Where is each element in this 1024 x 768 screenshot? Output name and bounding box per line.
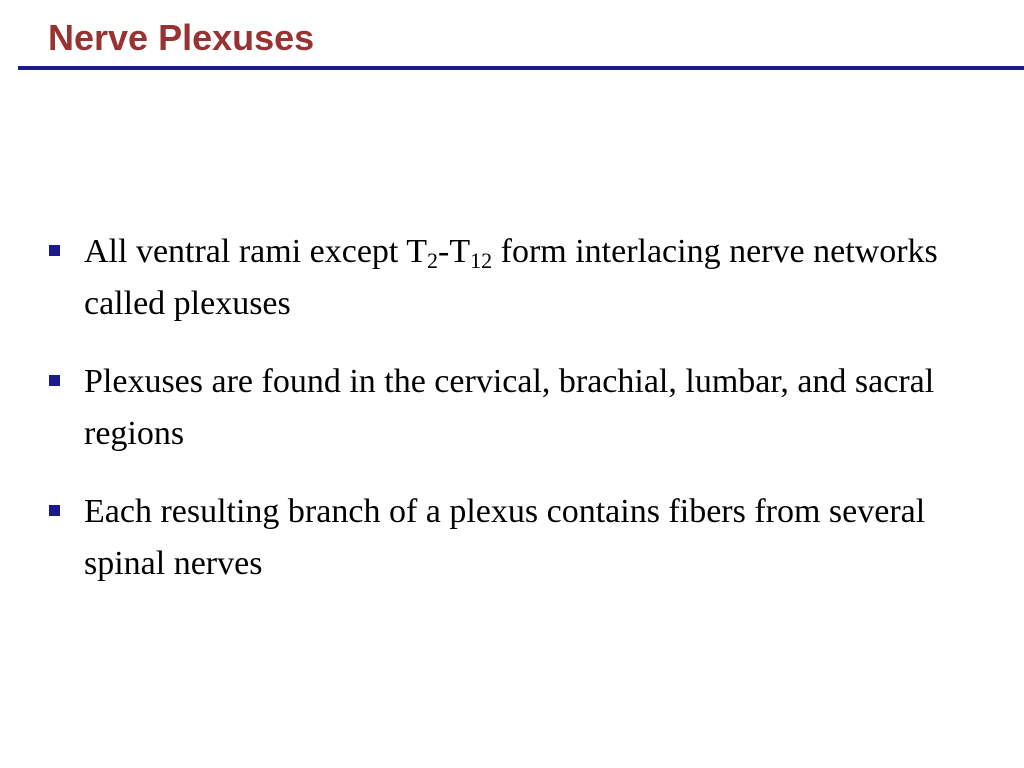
- bullet-text-start: All ventral rami except T: [84, 233, 428, 270]
- title-underline: [18, 66, 1024, 70]
- bullet-item-plexus-branches: [48, 486, 988, 590]
- bullet-text-end: form interlacing nerve networks called plexuses: [84, 233, 938, 322]
- subscript-12: 12: [470, 248, 493, 273]
- bullet-item-plexus-regions: [48, 356, 988, 460]
- square-bullet-icon: [49, 505, 60, 516]
- square-bullet-icon: [49, 375, 60, 386]
- bullet-text: Plexuses are found in the cervical, brachial, lumbar, and sacral regions: [84, 363, 935, 452]
- bullet-text-middle: -T: [438, 233, 471, 270]
- square-bullet-icon: [49, 245, 60, 256]
- slide-title: Nerve Plexuses: [48, 17, 315, 58]
- bullet-item-ventral-rami: [48, 226, 988, 330]
- subscript-2: 2: [427, 248, 439, 273]
- bullet-text: Each resulting branch of a plexus contains fibers from several spinal nerves: [84, 493, 926, 582]
- bullet-list: [48, 226, 988, 616]
